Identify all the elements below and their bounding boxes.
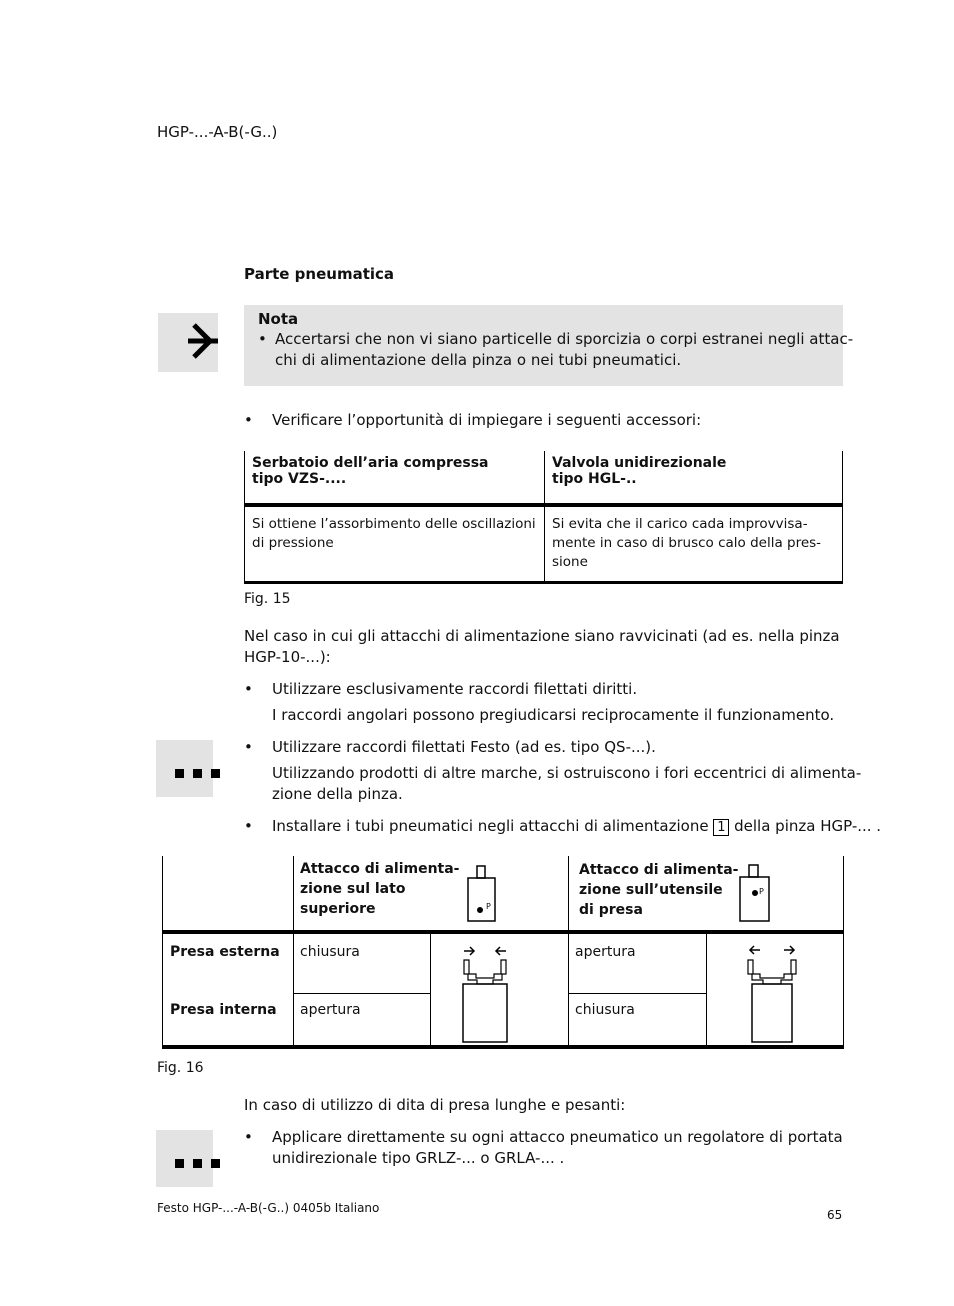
footer-text: Festo HGP-...-A-B(-G..) 0405b Italiano	[157, 1201, 380, 1215]
paragraph: Nel caso in cui gli attacchi di alimentazione siano ravvicinati (ad es. nella pinza HGP-10-...):	[244, 627, 840, 666]
reference-number: 1	[713, 819, 729, 836]
table-header: Serbatoio dell’aria compressa tipo VZS-....	[245, 451, 545, 505]
accessories-table	[244, 451, 843, 584]
dot	[193, 769, 202, 778]
dot	[211, 769, 220, 778]
dot	[211, 1159, 220, 1168]
intro-bullet-text: Verificare l’opportunità di impiegare i seguenti accessori:	[272, 411, 702, 429]
bullet-subtext: I raccordi angolari possono pregiudicarsi reciprocamente il funzionamento.	[272, 706, 835, 724]
more-info-marker	[156, 740, 213, 797]
row-value: apertura	[575, 944, 636, 960]
arrow-right-icon	[158, 313, 218, 372]
bullet-marker: •	[244, 738, 253, 756]
bullet-text: Installare i tubi pneumatici negli attacchi di alimentazione	[272, 817, 709, 835]
column-header-tool-supply: Attacco di alimenta- zione sull’utensile di presa	[579, 862, 739, 918]
document-header: HGP-...-A-B(-G..)	[157, 123, 278, 141]
column-header-top-supply: Attacco di alimenta- zione sul lato superiore	[300, 861, 460, 917]
note-title: Nota	[258, 310, 299, 328]
bullet-marker: •	[258, 330, 267, 348]
bullet-marker: •	[244, 1128, 253, 1146]
bullet-item	[244, 679, 844, 727]
bullet-marker: •	[244, 817, 253, 835]
table-header: Valvola unidirezionale tipo HGL-..	[545, 451, 843, 505]
table-cell: Si ottiene l’assorbimento delle oscillazioni di pressione	[245, 505, 545, 583]
bullet-item	[244, 1127, 844, 1171]
bullet-item	[244, 816, 882, 838]
bullet-text: Utilizzare raccordi filettati Festo (ad es. tipo QS-...).	[272, 738, 656, 756]
bullet-marker: •	[244, 411, 253, 429]
row-value: chiusura	[575, 1002, 635, 1018]
bullet-marker: •	[244, 680, 253, 698]
tool-port-icon	[739, 864, 771, 922]
bullet-text: della pinza HGP-... .	[734, 817, 882, 835]
row-value: apertura	[300, 1002, 361, 1018]
note-icon-box	[158, 313, 218, 372]
note-line: Accertarsi che non vi siano particelle di sporcizia o corpi estranei negli attac-	[275, 330, 854, 348]
note-bullet	[258, 329, 854, 373]
paragraph: In caso di utilizzo di dita di presa lunghe e pesanti:	[244, 1096, 626, 1114]
gripper-opening-diagram	[746, 944, 798, 1044]
figure-caption: Fig. 16	[157, 1060, 204, 1076]
gripper-closing-diagram	[460, 944, 510, 1044]
figure-caption: Fig. 15	[244, 591, 291, 607]
row-label: Presa interna	[170, 1002, 277, 1018]
top-port-icon	[467, 865, 497, 923]
bullet-text: unidirezionale tipo GRLZ-... o GRLA-... .	[272, 1149, 565, 1167]
bullet-subtext: Utilizzando prodotti di altre marche, si ostruiscono i fori eccentrici di alimenta- zione della pinza.	[272, 764, 862, 803]
port-label: P	[759, 887, 764, 896]
dot	[175, 769, 184, 778]
port-label: P	[486, 902, 491, 911]
note-line: chi di alimentazione della pinza o nei tubi pneumatici.	[275, 351, 682, 369]
bullet-item	[244, 737, 862, 807]
gripping-function-table	[162, 856, 844, 1048]
table-cell: Si evita che il carico cada improvvisa- mente in caso di brusco calo della pres- sione	[545, 505, 843, 583]
page-number: 65	[827, 1208, 843, 1222]
row-value: chiusura	[300, 944, 360, 960]
section-title: Parte pneumatica	[244, 265, 395, 283]
dot	[175, 1159, 184, 1168]
bullet-text: Utilizzare esclusivamente raccordi filettati diritti.	[272, 680, 638, 698]
bullet-text: Applicare direttamente su ogni attacco pneumatico un regolatore di portata	[272, 1128, 843, 1146]
row-label: Presa esterna	[170, 944, 280, 960]
more-info-marker	[156, 1130, 213, 1187]
intro-bullet	[244, 410, 844, 432]
dot	[193, 1159, 202, 1168]
